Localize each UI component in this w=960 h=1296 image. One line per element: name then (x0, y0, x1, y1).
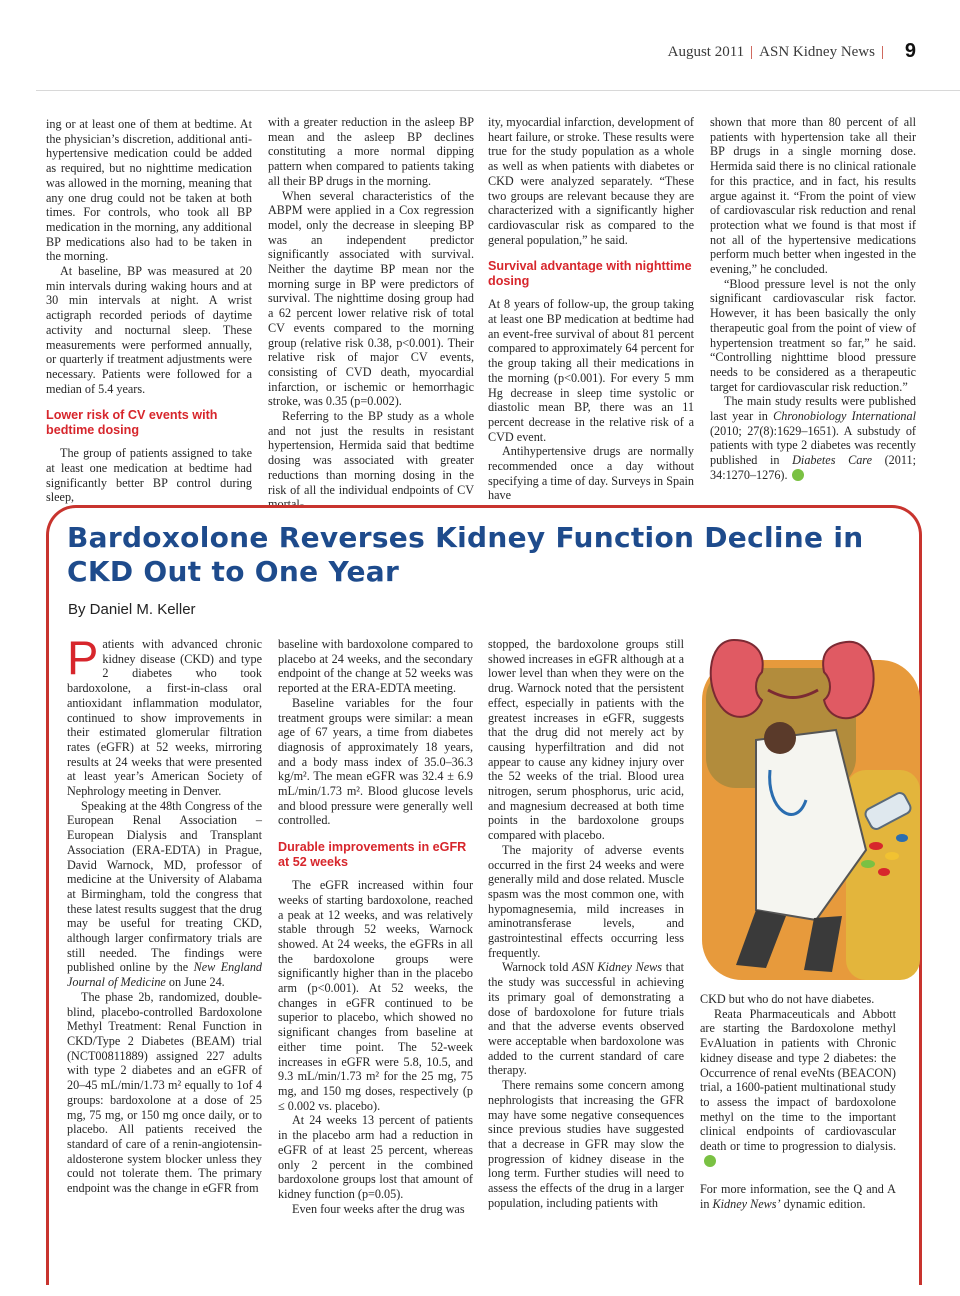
paragraph: ity, myocardial infarction, development of heart failure, or stroke. These results were true for the study population as a whole as well as when patients with diabetes or CKD were analyzed separately. “These two groups are relevant because they are characterized with a significantly higher cardiovascular risk as compared to the general population,” he said. (488, 115, 694, 247)
paragraph: At 8 years of follow-up, the group taking at least one BP medication at bedtime had an event-free survival of about 81 percent compared to approximately 64 percent for the group taking all their medications in the morning (p<0.001). For every 5 mm Hg decrease in sleep time systolic or diastolic mean BP, there was an 11 percent decrease in the relative risk of a CVD event. (488, 297, 694, 444)
paragraph: Antihypertensive drugs are normally recommended once a day without specifying a time of day. Surveys in Spain have (488, 444, 694, 503)
kidney-doctor-illustration (696, 620, 924, 985)
paragraph: ing or at least one of them at bedtime. At the physician’s discretion, additional anti-hypertensive medication could be added as required, but no nighttime medication was allowed in the morning, meaning that any one drug could not be taken at both times. For controls, who took all BP medication in the morning, any additional BP medications also had to be taken in the morning. (46, 117, 252, 264)
pill-icon (885, 852, 899, 860)
pill-icon (869, 842, 883, 850)
text-span: Warnock told (502, 960, 569, 975)
end-mark-icon (792, 469, 804, 481)
doctor-head-icon (764, 722, 796, 754)
top-article-column-2 (268, 115, 474, 512)
feature-headline: Bardoxolone Reverses Kidney Function Decline in CKD Out to One Year (67, 521, 864, 588)
header-separator-2: | (880, 44, 884, 60)
paragraph: At 24 weeks 13 percent of patients in the placebo arm had a reduction in eGFR of at least 25 percent, whereas only 2 percent in the combined bardoxolone groups lost that amount of kidney function (p=0.05). (278, 1113, 473, 1201)
text-span: (2011; 34:1270–1276). (710, 453, 916, 482)
pill-icon (896, 834, 908, 842)
paragraph: The group of patients assigned to take at least one medication at bedtime had significantly better BP control during sleep, (46, 446, 252, 505)
paragraph: with a greater reduction in the asleep BP mean and the asleep BP declines constituting a more normal dipping pattern when compared to patients taking all their BP drugs in the morning. (268, 115, 474, 188)
lead-paragraph (67, 631, 262, 799)
journal-title: New England Journal of Medicine (67, 960, 263, 990)
drop-cap: P (67, 631, 99, 684)
text-span: For more information, see the Q and A in (700, 1182, 896, 1212)
feature-column-4 (700, 992, 896, 1212)
paragraph: The phase 2b, randomized, double-blind, placebo-controlled Bardoxolone Methyl Treatment: Renal Function in CKD/Type 2 Diabetes (BEAM) trial (NCT00811889) assigned 227 adults with type 2 diabetes and an eGFR of 20–45 mL/min/1.73 m² equally to 1of 4 groups: bardoxolone at a dose of 25 mg, 75 mg, or 150 mg once daily, or to placebo. All patients received the standard of care of a renin-angiotensin-aldosterone system blocker unless they could not tolerate them. The primary endpoint was the change in eGFR from (67, 989, 262, 1196)
section-subhead: Survival advantage with nighttime dosing (488, 259, 692, 289)
paragraph: CKD but who do not have diabetes. (700, 992, 875, 1006)
header-separator-1: | (750, 44, 754, 60)
text-span: Reata Pharmaceuticals and Abbott are starting the Bardoxolone methyl EvAluation in patients with Chronic kidney disease and type 2 diabetes: the Occurrence of renal eveNts (BEACON) trial, a 1600-patient multinational study to assess the impact of bardoxolone methyl on the time to the important clinical endpoints of cardiovascular death or time to progression to dialysis. (700, 1006, 896, 1154)
section-subhead: Lower risk of CV events with bedtime dosing (46, 408, 218, 438)
top-article-column-4 (710, 115, 916, 483)
paragraph: shown that more than 80 percent of all patients with hypertension take all their BP drugs in a single morning dose. Hermida said there is no clinical rationale for this practice, and in fact, his results argue against it. “From the point of view of cardiovascular risk reduction and renal protection what we found is that most if not all of the hypertensive medications perform much better when ingested in the evening,” he concluded. (710, 115, 916, 277)
header-rule (36, 90, 960, 91)
paragraph (700, 1182, 896, 1211)
journal-title: Chronobiology International (773, 409, 916, 424)
text-span: (2010; 27(8):1629–1651). A substudy of patients with type 2 diabetes was recently published in (710, 423, 916, 468)
paragraph: Referring to the BP study as a whole and not just the results in resistant hypertension, Hermida said that bedtime dosing was associated with greater reductions than morning dosing in the risk of all the individual endpoints of CV mortal- (268, 409, 474, 512)
paragraph: baseline with bardoxolone compared to placebo at 24 weeks, and the secondary endpoint of the change at 52 weeks was reported at the ERA-EDTA meeting. (278, 637, 473, 696)
pill-icon (878, 868, 890, 876)
text-span: on June 24. (168, 975, 225, 990)
paragraph: The majority of adverse events occurred in the first 24 weeks and were generally mild and dose related. Muscle spasm was the most common one, with hypomagnesemia, mild increases in aminotransferase levels, and gastrointestinal effects occurring less frequently. (488, 842, 684, 960)
paragraph (710, 394, 916, 482)
page-number: 9 (904, 40, 916, 62)
section-subhead: Durable improvements in eGFR at 52 weeks (278, 840, 467, 870)
publication-name: ASN Kidney News (759, 44, 875, 60)
page-header (0, 0, 960, 92)
paragraph: Even four weeks after the drug was (292, 1201, 465, 1216)
paragraph (67, 799, 262, 990)
feature-column-3 (488, 637, 684, 1210)
paragraph: Baseline variables for the four treatment groups were similar: a mean age of 67 years, a time from diabetes diagnosis of approximately 18 years, and a body mass index of 35.0–36.3 kg/m². The mean eGFR was 32.4 ± 6.9 mL/min/1.73 m². Blood glucose levels and blood pressure were generally well controlled. (278, 695, 473, 828)
pill-icon (861, 860, 875, 868)
right-kidney-icon (823, 642, 874, 718)
journal-title: Diabetes Care (792, 453, 872, 468)
paragraph: When several characteristics of the ABPM were applied in a Cox regression model, only the decrease in sleeping BP was an independent predictor significantly associated with survival. Neither the daytime BP mean nor the morning surge in BP were predictors of survival. The nighttime dosing group had a 62 percent lower relative risk of total CV events compared to the morning group (relative risk 0.38, p<0.001). Their relative risk of major CV events, consisting of CVD death, myocardial infarction, or ischemic or hemorrhagic stroke, was 0.35 (p=0.002). (268, 188, 474, 409)
text-span: The main study results were published last year in (710, 394, 916, 424)
text-span: that the study was successful in achieving its primary goal of demonstrating a dose of bardoxolone for future trials and that the adverse events observed were acceptable when bardoxolone was added to the current standard of care therapy. (488, 960, 685, 1078)
paragraph: “Blood pressure level is not the only significant cardiovascular risk factor. However, it has been basically the only therapeutic goal from the point of view of hypertension treatment so far,” he said. “Controlling nighttime blood pressure needs to be considered as a therapeutic target for cardiovascular risk reduction.” (710, 276, 916, 394)
top-article-column-1 (46, 117, 252, 505)
paragraph: stopped, the bardoxolone groups still showed increases in eGFR although at a lower level than when they were on the drug. Warnock noted that the persistent effect, especially in patients with the greatest increases in eGFR, suggests that the drug did not merely act by causing hyperfiltration and did not appear to cause any kidney injury over the 52 weeks of the trial. Blood urea nitrogen, serum phosphorus, uric acid, and magnesium decreased at both time points in the bardoxolone groups compared with placebo. (488, 637, 684, 843)
text-span: Speaking at the 48th Congress of the European Renal Association – European Dialysis and Transplant Association (ERA-EDTA) in Prague, David Warnock, MD, professor of medicine at the University of Alabama at Birmingham, told the congress that these latest results suggest that the drug may be useful for treating CKD, although larger confirmatory trials are still needed. The findings were published online by the (67, 798, 262, 975)
paragraph (488, 960, 684, 1078)
text-span: dynamic edition. (783, 1197, 866, 1212)
magazine-title: Kidney News’ (712, 1197, 781, 1212)
end-mark-icon (704, 1155, 716, 1167)
text-span: atients with advanced chronic kidney disease (CKD) and type 2 diabetes who took bardoxolone, a first-in-class oral antioxidant inflammation modulator, continued to show improvements in their estimated glomerular filtration rates (eGFR) at 52 weeks, mirroring results at 24 weeks that were presented at least year’s American Society of Nephrology meeting in Denver. (67, 637, 262, 799)
issue-date: August 2011 (667, 44, 745, 60)
byline: By Daniel M. Keller (68, 601, 196, 618)
paragraph (700, 1007, 896, 1169)
paragraph: The eGFR increased within four weeks of starting bardoxolone, reached a peak at 12 weeks, and was relatively stable through 52 weeks, Warnock showed. At 24 weeks, the eGFRs in all the bardoxolone groups were significantly higher than in the placebo arm (p<0.001). At 52 weeks, the changes in eGFR continued to be superior to placebo, which showed no significant changes from baseline at either time point. The 52-week increases in eGFR were 5.8, 10.5, and 9.3 mL/min/1.73 m² for the 25 mg, 75 mg, and 150 mg doses, respectively (p ≤ 0.002 vs. placebo). (278, 878, 473, 1113)
magazine-title: ASN Kidney News (572, 960, 663, 975)
feature-column-2 (278, 637, 473, 1216)
running-header (668, 44, 890, 61)
feature-column-1 (67, 631, 263, 1196)
paragraph: There remains some concern among nephrologists that increasing the GFR may have some negative consequences since previous studies have suggested that a decrease in GFR may slow the progression of kidney disease in the long term. Further studies will need to assess the effects of the drug in a larger population, including patients with (488, 1078, 684, 1210)
top-article-column-3 (488, 115, 694, 503)
paragraph: At baseline, BP was measured at 20 min intervals during waking hours and at 30 min intervals at night. A wrist actigraph recorded periods of daytime activity and nocturnal sleep. These measurements were performed annually, or quarterly if treatment adjustments were necessary. Patients were followed for a median of 5.4 years. (46, 264, 252, 396)
